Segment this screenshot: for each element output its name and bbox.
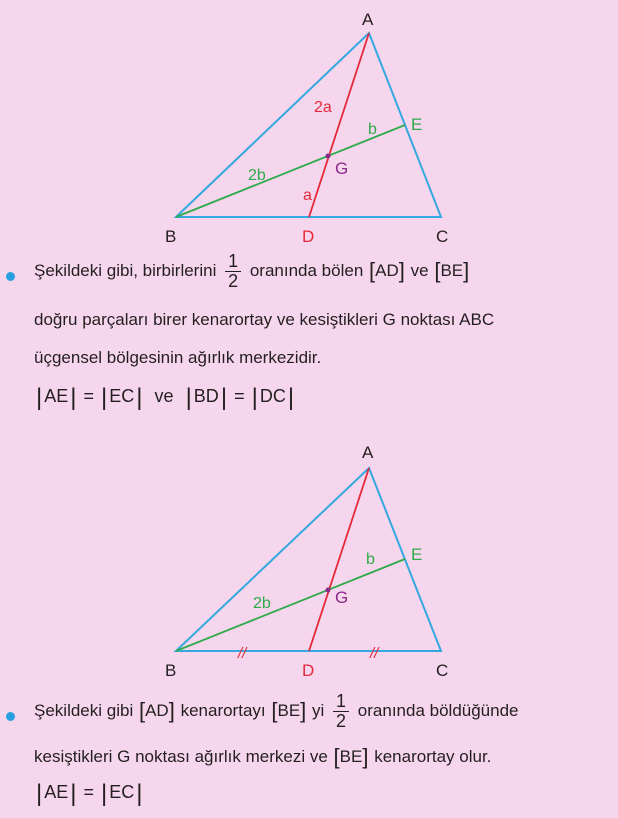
text-1-mid: oranında bölen: [249, 260, 364, 280]
triangle-figure-1: [0, 0, 618, 250]
text-2-before: Şekildeki gibi: [34, 700, 134, 720]
eq-ve: ve: [154, 386, 174, 406]
tick-mark-bd: //: [238, 645, 247, 662]
point-label-e: E: [411, 545, 423, 564]
text-1-before: Şekildeki gibi, birbirlerini: [34, 260, 217, 280]
segment-be: [ BE ]: [270, 698, 307, 724]
vertex-label-a: A: [362, 10, 374, 29]
vertex-label-c: C: [436, 227, 449, 246]
segment-be: [ BE ]: [333, 744, 370, 770]
abs-bd: | BD |: [184, 384, 229, 413]
vertex-label-a: A: [362, 443, 374, 462]
fraction-denominator: 2: [228, 270, 239, 291]
text-2-line2-after: kenarortay olur.: [374, 747, 492, 766]
fraction-one-half-1: [225, 252, 241, 291]
text-2-after: oranında böldüğünde: [357, 700, 519, 720]
segment-be: [ BE ]: [433, 258, 470, 284]
text-2-mid: kenarortayı: [180, 700, 266, 720]
explanation-1-line-1: [34, 252, 614, 291]
segment-ad: [ AD ]: [138, 698, 176, 724]
equals-sign: =: [83, 386, 95, 406]
abs-dc: | DC |: [250, 384, 296, 413]
segment-label-ag: 2a: [314, 99, 332, 116]
segment-label-ge: b: [366, 551, 375, 568]
point-label-d: D: [302, 661, 315, 680]
vertex-label-b: B: [165, 227, 177, 246]
text-2-line2-before: kesiştikleri G noktası ağırlık merkezi ve: [34, 747, 328, 766]
triangle-figure-2: [0, 430, 618, 680]
vertex-label-b: B: [165, 661, 177, 680]
abs-ae: | AE |: [34, 384, 78, 413]
explanation-2-line-2: [34, 744, 614, 770]
point-label-d: D: [302, 227, 315, 246]
segment-label-bg: 2b: [253, 595, 271, 612]
triangle-abc: [176, 468, 441, 651]
explanation-1-line-2: doğru parçaları birer kenarortay ve kesiştikleri G noktası ABC: [34, 310, 495, 329]
tick-mark-dc: //: [370, 645, 379, 662]
segment-label-gd: a: [303, 187, 312, 204]
segment-label-ge: b: [368, 121, 377, 138]
segment-label-bg: 2b: [248, 167, 266, 184]
fraction-one-half-2: [333, 692, 349, 731]
segment-ad: [ AD ]: [368, 258, 406, 284]
abs-ec: | EC |: [99, 780, 144, 809]
abs-ae: | AE |: [34, 780, 78, 809]
fraction-numerator: 1: [225, 252, 241, 272]
bullet-1: [6, 272, 15, 281]
equals-sign: =: [83, 782, 95, 802]
fraction-numerator: 1: [333, 692, 349, 712]
fraction-denominator: 2: [336, 710, 347, 731]
centroid-point: [326, 154, 331, 159]
text-2-yi: yi: [312, 700, 325, 720]
median-be: [176, 559, 405, 651]
bullet-2: [6, 712, 15, 721]
equation-2: [34, 780, 614, 809]
centroid-point: [326, 588, 331, 593]
median-be: [176, 125, 405, 217]
equation-1: [34, 384, 614, 413]
centroid-label-g: G: [335, 159, 349, 178]
explanation-2-line-1: [34, 692, 614, 731]
equals-sign: =: [234, 386, 245, 406]
point-label-e: E: [411, 115, 423, 134]
explanation-1-line-3: üçgensel bölgesinin ağırlık merkezidir.: [34, 348, 322, 367]
centroid-label-g: G: [335, 588, 349, 607]
text-1-ve: ve: [410, 260, 429, 280]
vertex-label-c: C: [436, 661, 449, 680]
abs-ec: | EC |: [99, 384, 144, 413]
